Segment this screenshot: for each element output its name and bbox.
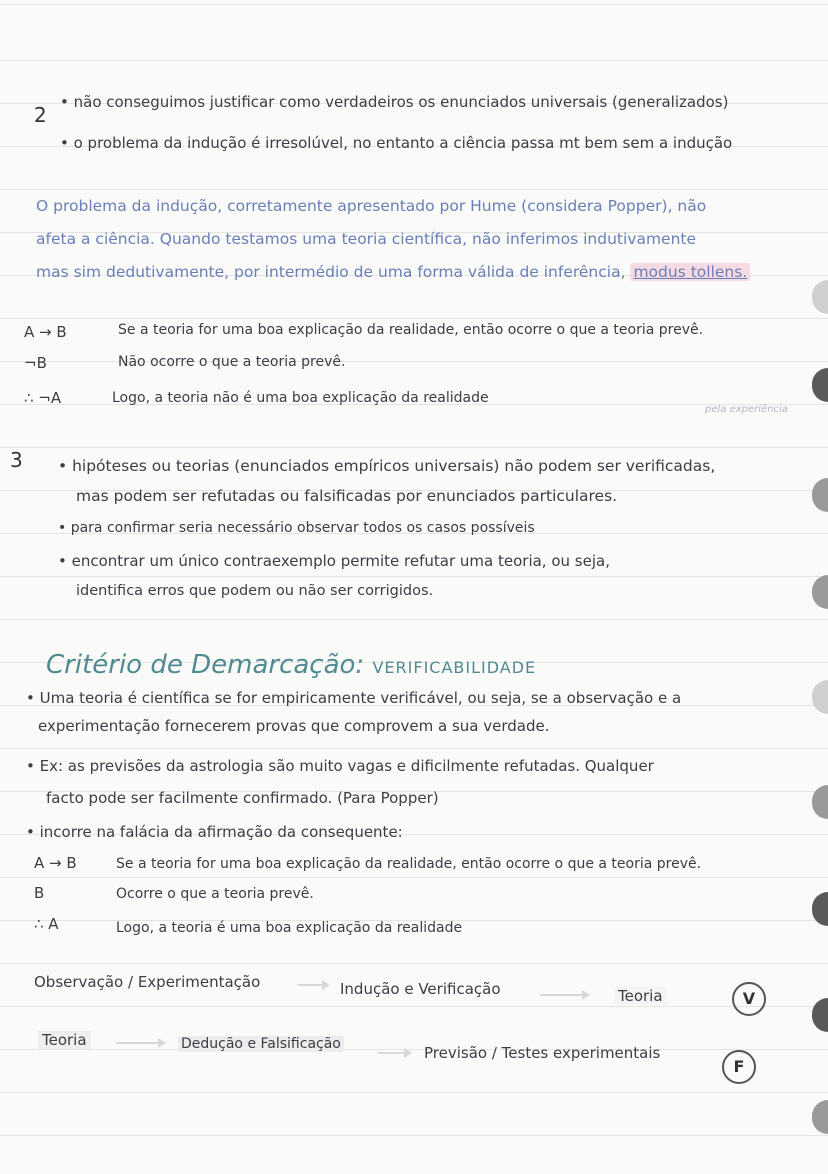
flow2-mark: F xyxy=(722,1050,756,1084)
flow1-step-3: Teoria xyxy=(614,987,667,1005)
logic1-conclusion: Logo, a teoria não é uma boa explicação da realidade xyxy=(112,390,489,406)
hume-line-1: O problema da indução, corretamente apresentado por Hume (considera Popper), não xyxy=(36,197,707,215)
flow2-arrow-2 xyxy=(378,1052,406,1054)
flow2-step-2 xyxy=(178,1036,344,1052)
section-3-bullet-1-line-2: mas podem ser refutadas ou falsificadas por enunciados particulares. xyxy=(76,487,618,505)
section-2-number: 2 xyxy=(34,103,47,127)
logic1-symbol-1: A → B xyxy=(24,323,67,341)
section-3-bullet-2: • para confirmar seria necessário observar todos os casos possíveis xyxy=(58,520,535,536)
criterio-paragraph-3: • incorre na falácia da afirmação da consequente: xyxy=(26,823,403,841)
logic2-premise-2: Ocorre o que a teoria prevê. xyxy=(116,886,314,902)
logic1-symbol-3: ∴ ¬A xyxy=(24,389,62,407)
notebook-tab xyxy=(812,998,828,1032)
flow1-mark: V xyxy=(732,982,766,1016)
logic1-symbol-2: ¬B xyxy=(24,354,47,372)
flow2-step-2-text: Dedução e Falsificação xyxy=(178,1036,344,1052)
notebook-tab xyxy=(812,280,828,314)
notebook-tab xyxy=(812,478,828,512)
criterio-paragraph-2-line-1: • Ex: as previsões da astrologia são muito vagas e dificilmente refutadas. Qualquer xyxy=(26,757,654,775)
logic2-premise-1: Se a teoria for uma boa explicação da realidade, então ocorre o que a teoria prevê. xyxy=(116,856,702,872)
logic2-symbol-3: ∴ A xyxy=(34,915,59,933)
notebook-tab xyxy=(812,368,828,402)
criterio-paragraph-2-line-2: facto pode ser facilmente confirmado. (Para Popper) xyxy=(46,789,439,807)
logic1-premise-1: Se a teoria for uma boa explicação da realidade, então ocorre o que a teoria prevê. xyxy=(118,322,704,338)
section-3-number: 3 xyxy=(10,448,23,472)
flow2-arrow-1 xyxy=(116,1042,160,1044)
flow2-step-3: Previsão / Testes experimentais xyxy=(424,1044,661,1062)
notebook-tab xyxy=(812,785,828,819)
section-3-bullet-3-line-2: identifica erros que podem ou não ser corrigidos. xyxy=(76,583,434,599)
flow1-step-2: Indução e Verificação xyxy=(340,980,501,998)
notebook-tab xyxy=(812,680,828,714)
flow1-arrow-1 xyxy=(298,984,324,986)
section-3-bullet-3-line-1: • encontrar um único contraexemplo permite refutar uma teoria, ou seja, xyxy=(58,552,610,570)
logic2-symbol-2: B xyxy=(34,884,45,902)
flow2-step-1: Teoria xyxy=(38,1031,91,1049)
section-2-bullet-2: • o problema da indução é irresolúvel, no entanto a ciência passa mt bem sem a indução xyxy=(60,134,733,152)
logic2-symbol-1: A → B xyxy=(34,854,77,872)
side-note: pela experiência xyxy=(705,404,788,415)
notebook-tab xyxy=(812,892,828,926)
logic2-conclusion: Logo, a teoria é uma boa explicação da realidade xyxy=(116,920,463,936)
criterio-title xyxy=(46,650,536,683)
criterio-title-text: Critério de Demarcação: xyxy=(46,650,365,680)
logic1-premise-2: Não ocorre o que a teoria prevê. xyxy=(118,354,346,370)
flow1-arrow-2 xyxy=(540,994,584,996)
hume-line-2: afeta a ciência. Quando testamos uma teoria científica, não inferimos indutivamente xyxy=(36,230,697,248)
notebook-tab xyxy=(812,1100,828,1134)
criterio-subtitle: VERIFICABILIDADE xyxy=(372,658,537,677)
hume-line-3 xyxy=(36,262,750,282)
criterio-paragraph-1-line-2: experimentação fornecerem provas que comprovem a sua verdade. xyxy=(38,717,550,735)
notebook-tab xyxy=(812,575,828,609)
section-2-bullet-1: • não conseguimos justificar como verdadeiros os enunciados universais (generalizados) xyxy=(60,93,729,111)
section-3-bullet-1-line-1: • hipóteses ou teorias (enunciados empíricos universais) não podem ser verificadas, xyxy=(58,457,716,475)
modus-tollens-term: modus tollens. xyxy=(630,263,750,281)
flow1-step-1: Observação / Experimentação xyxy=(34,973,261,991)
criterio-paragraph-1-line-1: • Uma teoria é científica se for empiricamente verificável, ou seja, se a observação e a xyxy=(26,689,682,707)
hume-line-3-text: mas sim dedutivamente, por intermédio de uma forma válida de inferência, xyxy=(36,263,626,281)
